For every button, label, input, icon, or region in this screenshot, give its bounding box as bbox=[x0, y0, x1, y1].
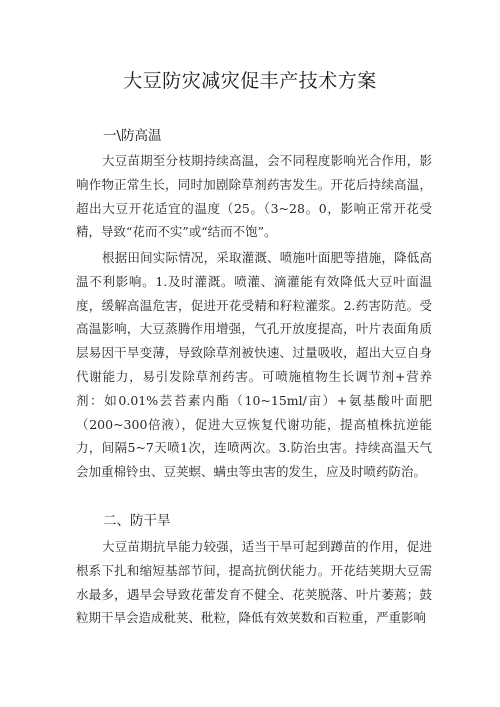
document-title: 大豆防灾减灾促丰产技术方案 bbox=[123, 70, 377, 92]
paragraph-drought-impact: 大豆苗期抗旱能力较强，适当干旱可起到蹲苗的作用，促进根系下扎和缩短基部节间，提高抗倒伏能力。开花结荚期大豆需水最多，遇旱会导致花蕾发育不健全、花荚脱落、叶片萎蔫；鼓粒期干旱会造成秕荚、秕粒，降低有效荚数和百粒重，严重影响 bbox=[76, 539, 432, 626]
section-heading-drought: 二、防干旱 bbox=[103, 513, 171, 529]
paragraph-high-temperature-impact: 大豆苗期至分枝期持续高温，会不同程度影响光合作用，影响作物正常生长，同时加剧除草剂药害发生。开花后持续高温，超出大豆开花适宜的温度（25。（3~28。0，影响正常开花受精，导致“花而不实”或“结而不饱”。 bbox=[76, 153, 432, 240]
paragraph-high-temperature-measures: 根据田间实际情况，采取灌溉、喷施叶面肥等措施，降低高温不利影响。1.及时灌溉。喷灌、滴灌能有效降低大豆叶面温度，缓解高温危害，促进开花受精和籽粒灌浆。2.药害防范。受高温影响，大豆蒸腾作用增强，气孔开放度提高，叶片表面角质层易因干旱变薄，导致除草剂被快速、过量吸收，超出大豆自身代谢能力，易引发除草剂药害。可喷施植物生长调节剂+营养剂：如0.01%芸苔素内酯（10~15ml/亩）+氨基酸叶面肥（200~300倍液），促进大豆恢复代谢功能，提高植株抗逆能力，间隔5~7天喷1次，连喷两次。3.防治虫害。持续高温天气会加重棉铃虫、豆荚螟、螨虫等虫害的发生，应及时喷药防治。 bbox=[76, 250, 432, 480]
section-heading-high-temperature: 一\防高温 bbox=[103, 128, 162, 144]
